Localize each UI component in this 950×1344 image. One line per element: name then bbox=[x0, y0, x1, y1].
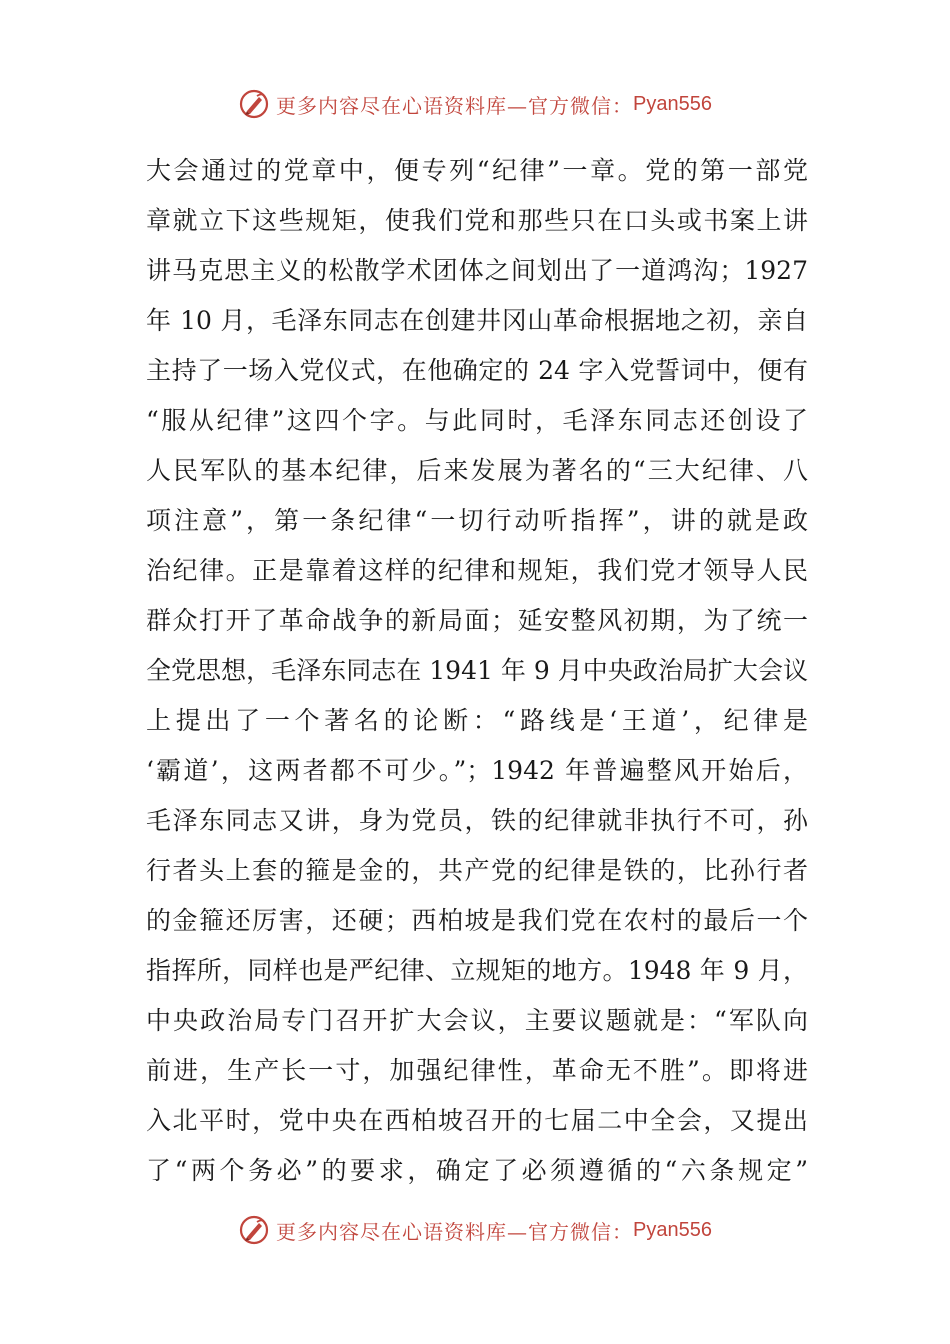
watermark-footer bbox=[0, 1208, 950, 1252]
text-line: 治纪律。正是靠着这样的纪律和规矩，我们党才领导人民 bbox=[146, 556, 808, 585]
text-line: 行者头上套的箍是金的，共产党的纪律是铁的，比孙行者 bbox=[146, 856, 808, 885]
text-line: 了“两个务必”的要求，确定了必须遵循的“六条规定” bbox=[146, 1156, 808, 1185]
text-line: 大会通过的党章中，便专列“纪律”一章。党的第一部党 bbox=[146, 156, 808, 185]
text-line: 年 10 月，毛泽东同志在创建井冈山革命根据地之初，亲自 bbox=[146, 306, 808, 335]
text-line: 毛泽东同志又讲，身为党员，铁的纪律就非执行不可，孙 bbox=[146, 806, 808, 835]
text-line: 主持了一场入党仪式，在他确定的 24 字入党誓词中，便有 bbox=[146, 356, 808, 385]
text-line: 章就立下这些规矩，使我们党和那些只在口头或书案上讲 bbox=[146, 206, 808, 235]
document-body bbox=[146, 146, 808, 1196]
text-line: ‘霸道’，这两者都不可少。”；1942 年普遍整风开始后， bbox=[146, 756, 808, 785]
text-line: 入北平时，党中央在西柏坡召开的七届二中全会，又提出 bbox=[146, 1106, 808, 1135]
watermark-wechat-id: Pyan556 bbox=[633, 92, 712, 115]
watermark-text: 更多内容尽在心语资料库—官方微信： bbox=[276, 93, 634, 118]
text-line: 群众打开了革命战争的新局面；延安整风初期，为了统一 bbox=[146, 606, 808, 635]
text-line: “服从纪律”这四个字。与此同时，毛泽东同志还创设了 bbox=[146, 406, 808, 435]
text-line: 前进，生产长一寸，加强纪律性，革命无不胜”。即将进 bbox=[146, 1056, 808, 1085]
text-line: 的金箍还厉害，还硬；西柏坡是我们党在农村的最后一个 bbox=[146, 906, 808, 935]
text-line: 讲马克思主义的松散学术团体之间划出了一道鸿沟；1927 bbox=[146, 256, 808, 285]
pen-logo-icon bbox=[238, 88, 270, 120]
watermark-wechat-id: Pyan556 bbox=[633, 1218, 712, 1241]
watermark-header bbox=[0, 82, 950, 126]
text-line: 项注意”，第一条纪律“一切行动听指挥”，讲的就是政 bbox=[146, 506, 808, 535]
text-line: 上提出了一个著名的论断：“路线是‘王道’，纪律是 bbox=[146, 706, 808, 735]
pen-logo-icon bbox=[238, 1214, 270, 1246]
watermark-text: 更多内容尽在心语资料库—官方微信： bbox=[276, 1219, 634, 1244]
text-line: 全党思想，毛泽东同志在 1941 年 9 月中央政治局扩大会议 bbox=[146, 656, 808, 685]
text-line: 人民军队的基本纪律，后来发展为著名的“三大纪律、八 bbox=[146, 456, 808, 485]
text-line: 指挥所，同样也是严纪律、立规矩的地方。1948 年 9 月， bbox=[146, 956, 808, 985]
text-line: 中央政治局专门召开扩大会议，主要议题就是：“军队向 bbox=[146, 1006, 808, 1035]
